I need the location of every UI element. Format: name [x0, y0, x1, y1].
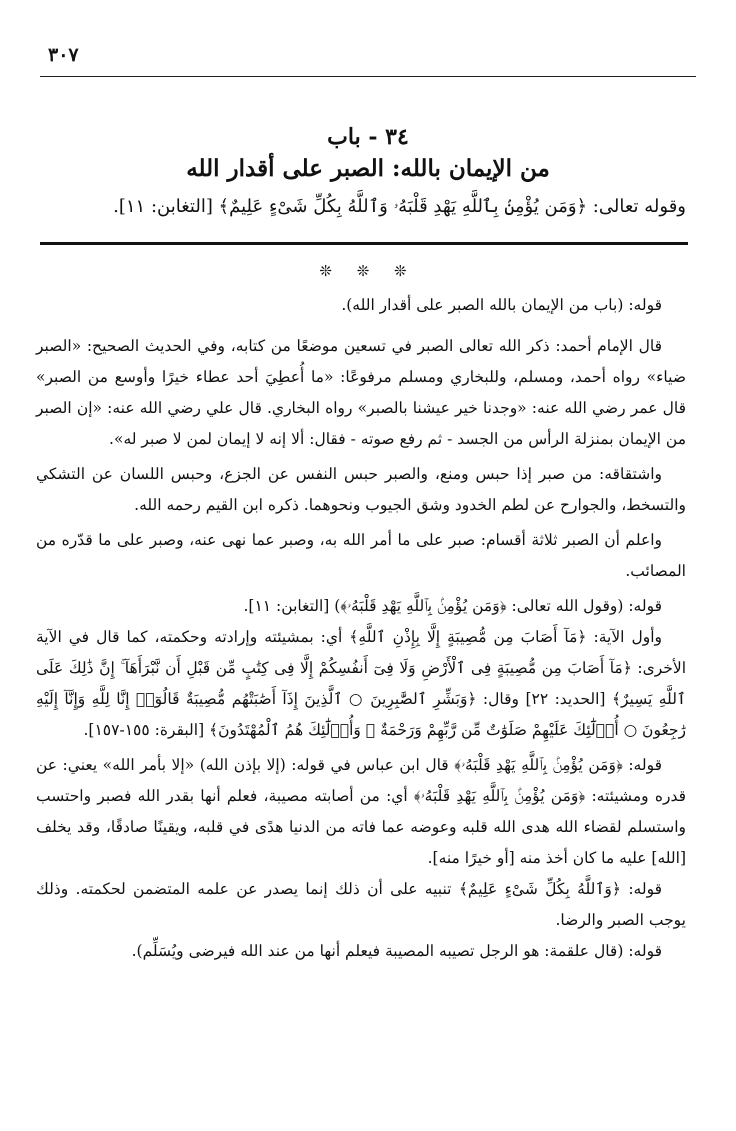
chapter-title: من الإيمان بالله: الصبر على أقدار الله [186, 155, 550, 182]
header-rule [40, 76, 696, 77]
paragraph-8: قوله: ﴿وَٱللَّهُ بِكُلِّ شَىْءٍ عَلِيمٌ﴾ تنبيه على أن ذلك إنما يصدر عن علمه المتضمن لحكمته. وذلك يوجب الصبر والرضا. [36, 880, 686, 929]
chapter-intro-verse: وقوله تعالى: ﴿وَمَن يُؤْمِنۢ بِٱللَّهِ يَهْدِ قَلْبَهُۥ وَٱللَّهُ بِكُلِّ شَىْءٍ عَلِيمٌ﴾ [التغابن: ١١]. [113, 196, 686, 217]
paragraph-4: واعلم أن الصبر ثلاثة أقسام: صبر على ما أمر الله به، وصبر عما نهى عنه، وصبر على ما قدّره من المصائب. [36, 531, 686, 580]
commentary-body [36, 290, 686, 967]
asterism-separator: ❊ ❊ ❊ [319, 262, 417, 280]
paragraph-3: واشتقاقه: من صبر إذا حبس ومنع، والصبر حبس النفس عن الجزع، وحبس اللسان عن التشكي والتسخط، والجوارح عن لطم الخدود وشق الجيوب ونحوهما. ذكره ابن القيم رحمه الله. [36, 465, 686, 514]
paragraph-7: قوله: ﴿وَمَن يُؤْمِنۢ بِٱللَّهِ يَهْدِ قَلْبَهُۥ﴾ قال ابن عباس في قوله: (إلا بإذن الله) «إلا بأمر الله» يعني: عن قدره ومشيئته: ﴿وَمَن يُؤْمِنۢ بِٱللَّهِ يَهْدِ قَلْبَهُۥ﴾ أي: من أصابته مصيبة، فعلم أنها بقدر الله فصبر واحتسب واستسلم لقضاء الله هدى الله قلبه وعوضه عما فاته من الدنيا هدًى في قلبه، ويقينًا صادقًا، وقد يخلف [الله] عليه ما كان أخذ منه [أو خيرًا منه]. [36, 756, 686, 867]
paragraph-2: قال الإمام أحمد: ذكر الله تعالى الصبر في تسعين موضعًا من كتابه، وفي الحديث الصحيح: «الصبر ضياء» رواه أحمد، ومسلم، وللبخاري ومسلم مرفوعًا: «ما أُعطِيَ أحد عطاء خيرًا وأوسع من الصبر» قال عمر رضي الله عنه: «وجدنا خير عيشنا بالصبر» رواه البخاري. قال علي رضي الله عنه: «إن الصبر من الإيمان بمنزلة الرأس من الجسد - ثم رفع صوته - فقال: ألا إنه لا إيمان لمن لا صبر له». [36, 337, 686, 448]
section-divider [40, 242, 688, 245]
chapter-number: ٣٤ - باب [327, 124, 409, 150]
paragraph-9: قوله: (قال علقمة: هو الرجل تصيبه المصيبة فيعلم أنها من عند الله فيرضى ويُسَلِّم). [131, 942, 662, 960]
page-number: ٣٠٧ [48, 44, 79, 66]
paragraph-6: وأول الآية: ﴿مَآ أَصَابَ مِن مُّصِيبَةٍ إِلَّا بِإِذْنِ ٱللَّهِ﴾ أي: بمشيئته وإرادته وحكمته، كما قال في الآية الأخرى: ﴿مَآ أَصَابَ مِن مُّصِيبَةٍ فِى ٱلْأَرْضِ وَلَا فِىٓ أَنفُسِكُمْ إِلَّا فِى كِتَٰبٍ مِّن قَبْلِ أَن نَّبْرَأَهَآ ۚ إِنَّ ذَٰلِكَ عَلَى ٱللَّهِ يَسِيرٌ﴾ [الحديد: ٢٢] وقال: ﴿وَبَشِّرِ ٱلصَّٰبِرِينَ ○ ٱلَّذِينَ إِذَآ أَصَٰبَتْهُم مُّصِيبَةٌ قَالُوٓا۟ إِنَّا لِلَّهِ وَإِنَّآ إِلَيْهِ رَٰجِعُونَ ○ أُو۟لَٰٓئِكَ عَلَيْهِمْ صَلَوَٰتٌ مِّن رَّبِّهِمْ وَرَحْمَةٌ ۖ وَأُو۟لَٰٓئِكَ هُمُ ٱلْمُهْتَدُونَ﴾ [البقرة: ١٥٥-١٥٧]. [36, 628, 686, 739]
paragraph-1: قوله: (باب من الإيمان بالله الصبر على أقدار الله). [341, 296, 662, 314]
paragraph-5: قوله: (وقول الله تعالى: ﴿وَمَن يُؤْمِنۢ بِٱللَّهِ يَهْدِ قَلْبَهُۥ﴾) [التغابن: ١١]. [243, 597, 662, 615]
